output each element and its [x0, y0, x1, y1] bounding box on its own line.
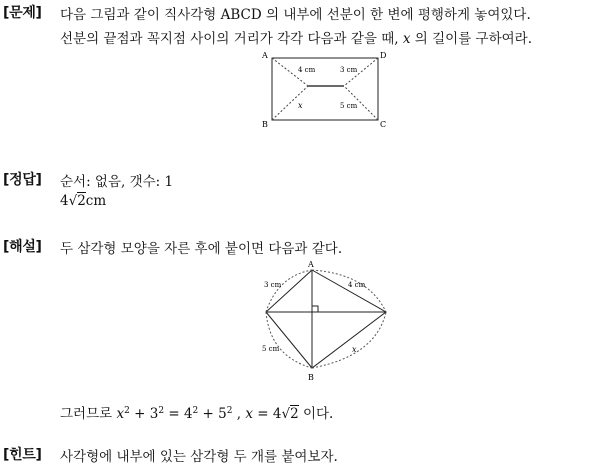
problem-line-1: 다음 그림과 같이 직사각형 ABCD 의 내부에 선분이 한 변에 평행하게 놓여있다.: [60, 7, 531, 23]
seg-b-left: [272, 86, 308, 120]
eq-exp-2: 2: [158, 406, 165, 416]
eq-plus-3: + 3: [129, 406, 159, 422]
len-3cm-label: 3 cm: [264, 281, 282, 289]
point-b-label: B: [308, 373, 314, 382]
eq-x: x: [116, 406, 125, 422]
eq-comma: ,: [232, 406, 246, 422]
problem-figure: [258, 48, 393, 130]
problem-var-x: x: [402, 31, 411, 47]
len-x-label: x: [352, 345, 357, 354]
rectangle-abcd: [272, 58, 378, 120]
eq-radicand: 2: [290, 406, 299, 422]
problem-line-2-b: 의 길이를 구하여라.: [414, 31, 532, 47]
vertex-c-label: C: [380, 120, 387, 129]
answer-value: 4√2cm: [60, 193, 107, 209]
len-5cm: 5 cm: [340, 102, 358, 110]
hint-tag: [힌트]: [3, 447, 42, 463]
answer-prefix: 4: [60, 193, 69, 209]
eq-equals-4: = 4: [164, 406, 193, 422]
explanation-equation: 그러므로 $x^2 + 3^2 = 4^2 + 5^2$ , x = 4√2 이다.: [60, 406, 334, 422]
eq-exp-1: 2: [124, 406, 130, 416]
len-4cm: 4 cm: [298, 66, 316, 74]
eq-equals-4-2: = 4: [252, 406, 282, 422]
vertex-b-label: B: [262, 120, 268, 129]
vertex-a-label: A: [262, 51, 268, 60]
vertex-d-label: D: [380, 51, 387, 60]
explanation-tag: [해설]: [3, 239, 42, 255]
hint-line-1: 사각형에 내부에 있는 삼각형 두 개를 붙여보자.: [60, 449, 338, 465]
eq-lead: 그러므로: [60, 406, 113, 422]
answer-radicand: 2: [77, 193, 86, 209]
point-a-label: A: [308, 260, 314, 269]
right-angle-mark: [312, 306, 318, 312]
len-5cm-label: 5 cm: [262, 345, 280, 353]
eq-x-2: x: [245, 406, 253, 422]
eq-tail: 이다.: [298, 406, 334, 422]
eq-plus-5: + 5: [198, 406, 227, 422]
answer-unit: cm: [85, 193, 107, 209]
answer-tag: [정답]: [3, 172, 42, 188]
problem-line-2: [60, 27, 532, 47]
eq-exp-3: 2: [192, 406, 199, 416]
len-x: x: [298, 101, 303, 110]
eq-exp-4: 2: [226, 406, 233, 416]
len-3cm: 3 cm: [340, 66, 358, 74]
explanation-figure: [258, 256, 393, 386]
problem-tag: [문제]: [3, 5, 42, 21]
answer-meta: 순서: 없음, 갯수: 1: [60, 174, 174, 190]
explanation-line-1: 두 삼각형 모양을 자른 후에 붙이면 다음과 같다.: [60, 241, 343, 257]
problem-line-2-a: 선분의 끝점과 꼭지점 사이의 거리가 각각 다음과 같을 때,: [60, 31, 399, 47]
len-4cm-label: 4 cm: [348, 281, 366, 289]
